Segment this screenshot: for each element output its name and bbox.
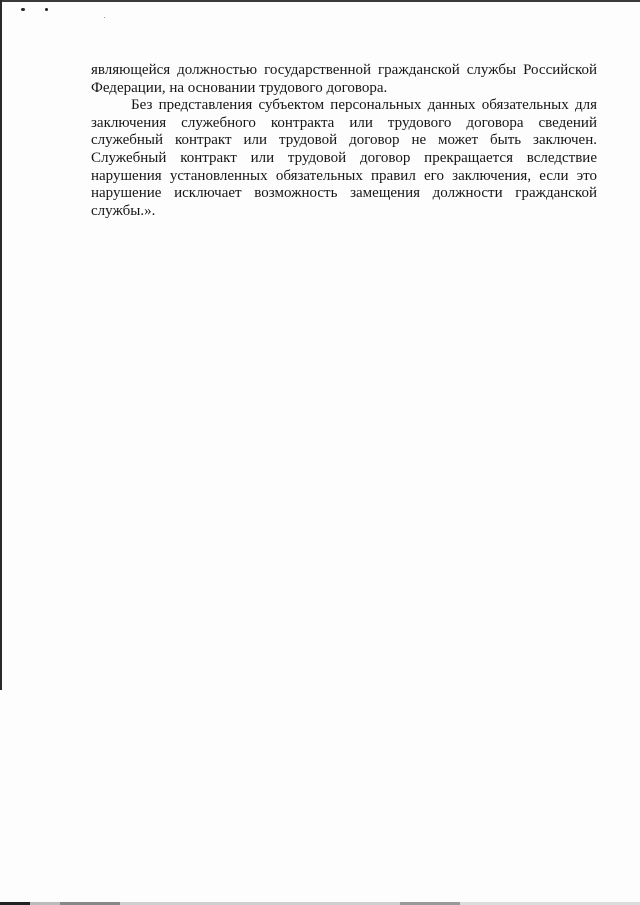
paragraph-continuation: являющейся должностью государственной гражданской службы Российской Федерации, на основании трудового договора. bbox=[91, 62, 597, 96]
scan-speck bbox=[21, 8, 25, 11]
scan-speck bbox=[104, 17, 105, 18]
scan-speck bbox=[45, 8, 48, 11]
document-body bbox=[91, 62, 597, 220]
scan-edge-left bbox=[0, 0, 2, 690]
scan-edge-top bbox=[0, 0, 640, 2]
paragraph-conditions: Без представления субъектом персональных данных обязательных для заключения служебного контракта или трудового договора сведений служебный контракт или трудовой договор не может быть заключен. Служебный контракт или трудовой договор прекращается вследствие нарушения установленных обязательных правил его заключения, если это нарушение исключает возможность замещения должности гражданской службы.». bbox=[91, 97, 597, 219]
